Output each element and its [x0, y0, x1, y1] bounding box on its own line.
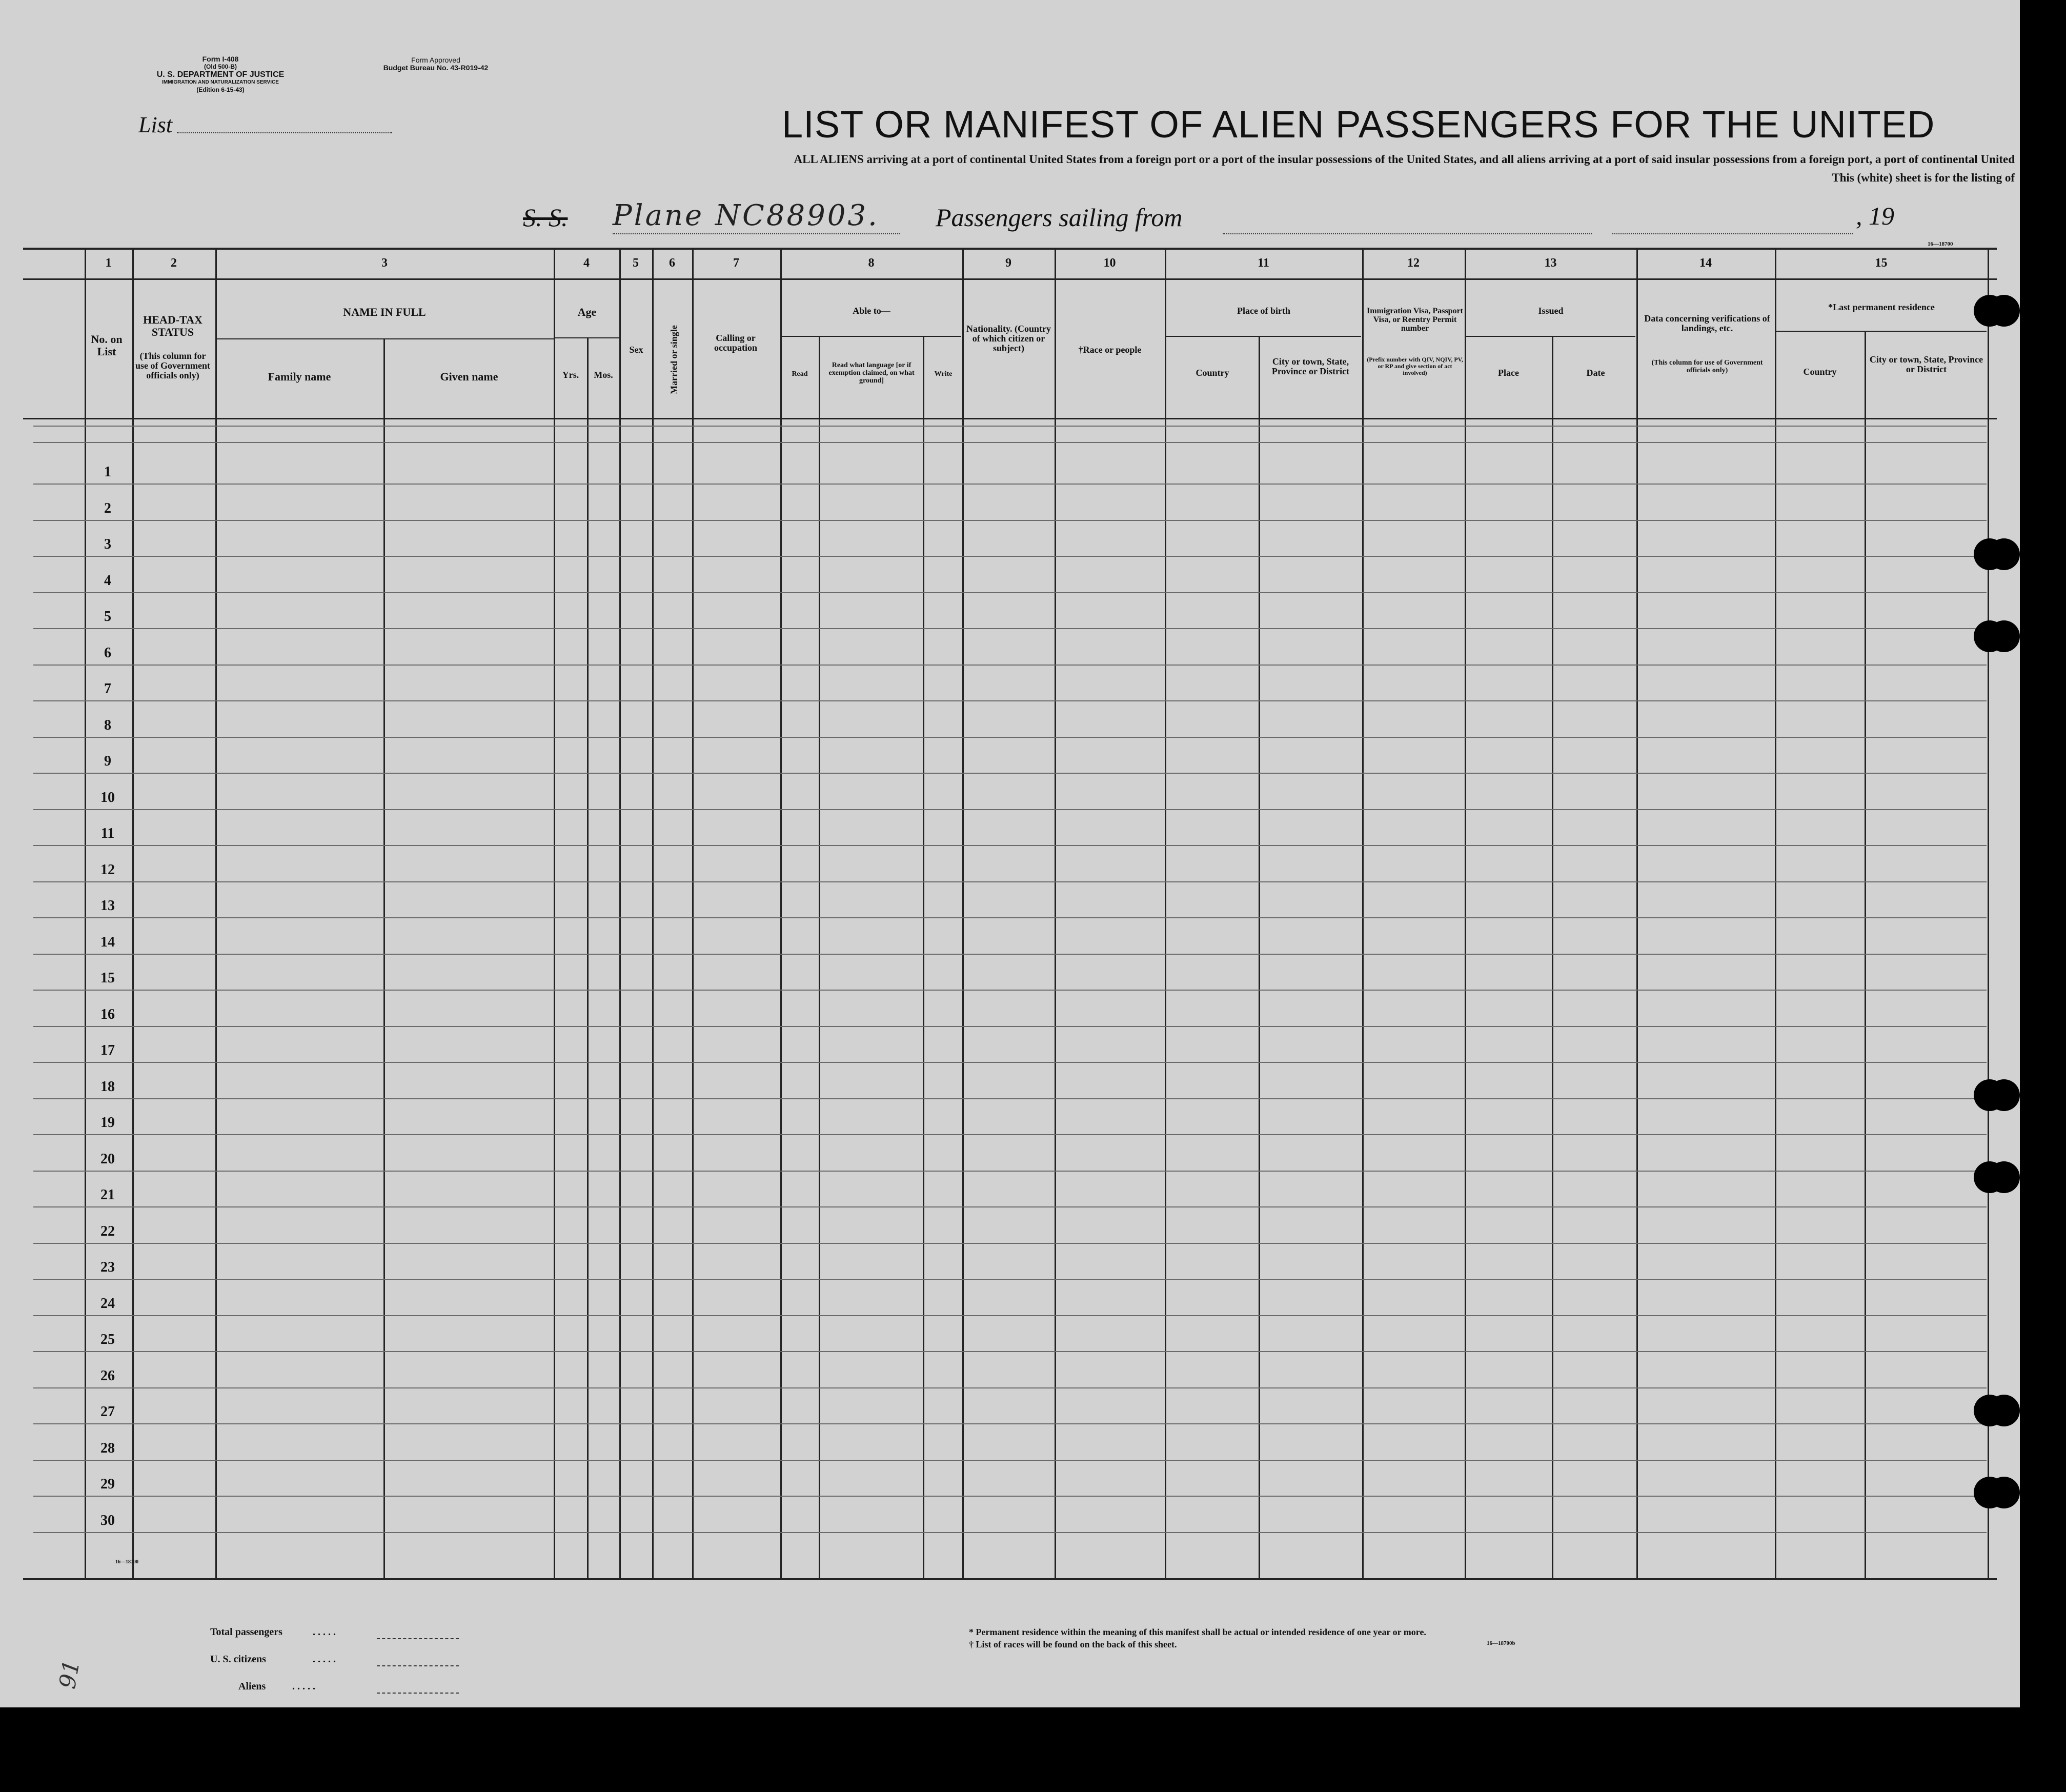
punch-hole	[1974, 1395, 2020, 1431]
column-divider	[554, 248, 555, 1578]
column-divider	[587, 338, 589, 1578]
row-number: 22	[100, 1223, 115, 1239]
header-res-city: City or town, State, Province or District	[1869, 354, 1983, 374]
column-number: 15	[1875, 256, 1888, 270]
header-race: †Race or people	[1078, 345, 1142, 355]
row-number: 8	[104, 717, 111, 733]
row-number: 6	[104, 645, 111, 661]
header-verifications: Data concerning verifications of landings, etc.	[1644, 313, 1770, 333]
column-divider	[1636, 248, 1638, 1578]
punch-hole	[1974, 1079, 2020, 1115]
column-divider	[1552, 336, 1553, 1578]
row-rule	[33, 1460, 1987, 1461]
row-rule	[33, 426, 1987, 427]
header-issued-place: Place	[1498, 368, 1519, 378]
row-rule	[33, 628, 1987, 629]
column-divider	[692, 248, 694, 1578]
column-divider	[85, 248, 86, 1578]
column-number: 10	[1103, 256, 1116, 270]
row-number: 14	[100, 934, 115, 950]
sailing-date-field[interactable]	[1612, 233, 1853, 234]
header-able-to: Able to—	[853, 306, 890, 316]
ship-prefix: S. S.	[523, 203, 568, 232]
row-rule	[33, 954, 1987, 955]
row-number: 18	[100, 1078, 115, 1095]
row-number: 10	[100, 789, 115, 806]
punch-hole	[1974, 295, 2020, 331]
column-divider	[652, 248, 654, 1578]
row-number: 4	[104, 572, 111, 589]
column-divider	[1165, 248, 1166, 1578]
row-number: 1	[104, 464, 111, 480]
header-read: Read	[792, 370, 808, 378]
row-number: 25	[100, 1332, 115, 1347]
old-number: (Old 500-B)	[204, 63, 237, 70]
row-rule	[33, 484, 1987, 485]
row-number: 15	[100, 970, 115, 986]
table-bottom-border	[23, 1578, 1997, 1580]
able-subheader-line	[782, 336, 961, 337]
column-divider	[383, 338, 385, 1578]
punch-hole	[1974, 1477, 2020, 1513]
column-divider	[132, 248, 134, 1578]
column-number: 2	[171, 256, 177, 270]
column-number: 1	[105, 256, 112, 270]
header-mos: Mos.	[594, 370, 613, 380]
header-bottom-border	[23, 418, 1997, 419]
row-rule	[33, 845, 1987, 846]
column-divider	[1465, 248, 1466, 1578]
header-given-name: Given name	[440, 370, 498, 383]
row-number: 2	[104, 500, 111, 516]
header-no-on-list: No. on List	[91, 333, 123, 358]
row-rule	[33, 990, 1987, 991]
printer-mark-bottom: 16—18700	[115, 1559, 138, 1565]
total-passengers-dots: . . . . .	[313, 1626, 336, 1638]
row-number: 5	[104, 609, 111, 625]
page-title: LIST OR MANIFEST OF ALIEN PASSENGERS FOR THE UNITED	[782, 103, 1935, 146]
column-divider	[619, 248, 621, 1578]
column-divider	[1775, 248, 1776, 1578]
us-citizens-label: U. S. citizens	[210, 1654, 266, 1665]
row-rule	[33, 881, 1987, 882]
column-divider	[780, 248, 782, 1578]
column-divider	[962, 248, 964, 1578]
row-rule	[33, 1351, 1987, 1352]
column-number: 8	[868, 256, 875, 270]
row-rule	[33, 1026, 1987, 1027]
row-rule	[33, 1206, 1987, 1207]
header-family-name: Family name	[268, 370, 331, 383]
row-rule	[33, 1279, 1987, 1280]
header-name-in-full: NAME IN FULL	[343, 306, 426, 318]
aliens-label: Aliens	[238, 1681, 266, 1692]
service: IMMIGRATION AND NATURALIZATION SERVICE	[162, 79, 279, 85]
row-rule	[33, 520, 1987, 521]
header-place-of-birth: Place of birth	[1237, 306, 1290, 316]
issued-subheader-line	[1466, 336, 1635, 337]
column-number: 6	[669, 256, 675, 270]
column-divider	[1362, 248, 1364, 1578]
header-birth-city: City or town, State, Province or District	[1271, 356, 1350, 376]
row-rule	[33, 1243, 1987, 1244]
column-divider	[1055, 248, 1056, 1578]
row-number: 27	[100, 1404, 115, 1420]
column-number: 3	[381, 256, 388, 270]
row-number: 9	[104, 753, 111, 769]
header-sex: Sex	[629, 345, 643, 355]
year-prefix: , 19	[1856, 202, 1894, 230]
column-divider	[1259, 336, 1260, 1578]
header-nationality: Nationality. (Country of which citizen or subject)	[966, 324, 1051, 353]
row-number: 26	[100, 1367, 115, 1384]
list-number-field[interactable]	[177, 132, 392, 133]
row-number: 19	[100, 1115, 115, 1131]
header-calling: Calling or occupation	[714, 333, 757, 353]
row-rule	[33, 917, 1987, 918]
footnote-printer: 16—18700b	[1487, 1640, 1515, 1646]
header-verifications-note: (This column for use of Government officials only)	[1651, 359, 1763, 374]
column-divider	[215, 248, 217, 1578]
row-number: 17	[100, 1042, 115, 1058]
sailing-label: Passengers sailing from	[936, 203, 1183, 232]
row-number: 7	[104, 681, 111, 697]
header-yrs: Yrs.	[562, 370, 579, 380]
edition: (Edition 6-15-43)	[196, 86, 245, 93]
footnote-residence: * Permanent residence within the meaning of this manifest shall be actual or intended residence of one year or more.	[969, 1627, 1426, 1637]
row-number: 24	[100, 1295, 115, 1312]
residence-subheader-line	[1776, 331, 1987, 332]
table-top-border	[23, 248, 1997, 250]
row-rule	[33, 700, 1987, 701]
column-number: 7	[733, 256, 739, 270]
department: U. S. DEPARTMENT OF JUSTICE	[156, 70, 285, 79]
row-number: 11	[100, 825, 115, 841]
column-number: 12	[1407, 256, 1420, 270]
row-rule	[33, 773, 1987, 774]
sailing-from-field[interactable]	[1223, 233, 1592, 234]
row-rule	[33, 1423, 1987, 1424]
us-citizens-field[interactable]	[377, 1665, 459, 1666]
form-info	[144, 55, 297, 94]
punch-hole	[1974, 538, 2020, 574]
header-issued: Issued	[1538, 306, 1564, 316]
header-head-tax-note: (This column for use of Government officials only)	[135, 351, 210, 380]
header-read-language: Read what language [or if exemption claimed, on what ground]	[828, 361, 915, 385]
printer-mark-top: 16—18700	[1928, 241, 1953, 247]
row-rule	[33, 442, 1987, 443]
torn-edge	[2020, 0, 2066, 1707]
row-rule	[33, 592, 1987, 593]
total-passengers-label: Total passengers	[210, 1626, 282, 1638]
header-issued-date: Date	[1586, 368, 1605, 378]
list-label: List	[138, 112, 173, 137]
column-divider	[1865, 331, 1866, 1578]
row-rule	[33, 1387, 1987, 1388]
column-divider	[819, 336, 820, 1578]
row-rule	[33, 665, 1987, 666]
approval-info	[359, 56, 513, 72]
row-rule	[33, 1315, 1987, 1316]
row-rule	[33, 1171, 1987, 1172]
column-number: 14	[1699, 256, 1712, 270]
row-rule	[33, 1062, 1987, 1063]
row-number: 12	[100, 861, 115, 878]
row-rule	[33, 556, 1987, 557]
header-birth-country: Country	[1196, 368, 1229, 378]
row-rule	[33, 1098, 1987, 1099]
header-age: Age	[577, 306, 597, 318]
aliens-field[interactable]	[377, 1693, 459, 1694]
form-number: Form I-408	[202, 55, 239, 63]
footnote-races: † List of races will be found on the back of this sheet.	[969, 1639, 1177, 1649]
column-number: 9	[1005, 256, 1011, 270]
row-rule	[33, 1496, 1987, 1497]
header-last-residence: *Last permanent residence	[1828, 302, 1935, 312]
header-visa: Immigration Visa, Passport Visa, or Reentry Permit number	[1367, 307, 1463, 333]
us-citizens-dots: . . . . .	[313, 1654, 336, 1665]
aliens-dots: . . . . .	[292, 1681, 315, 1692]
punch-hole	[1974, 620, 2020, 656]
subtitle-line2: This (white) sheet is for the listing of	[1832, 171, 2015, 184]
row-rule	[33, 809, 1987, 810]
margin-mark: 91	[54, 1658, 85, 1691]
header-visa-note: (Prefix number with QIV, NQIV, PV, or RP and give section of act involved)	[1367, 356, 1463, 376]
row-rule	[33, 1134, 1987, 1135]
column-number-divider	[23, 278, 1997, 280]
budget: Budget Bureau No. 43-R019-42	[383, 64, 489, 72]
header-head-tax: HEAD-TAX STATUS	[143, 313, 202, 338]
row-number: 20	[100, 1151, 115, 1167]
row-number: 28	[100, 1440, 115, 1456]
column-number: 5	[633, 256, 639, 270]
punch-hole	[1974, 1161, 2020, 1197]
birth-subheader-line	[1166, 336, 1361, 337]
header-res-country: Country	[1803, 367, 1837, 377]
header-write: Write	[934, 370, 953, 378]
total-passengers-field[interactable]	[377, 1638, 459, 1639]
subtitle-line1: ALL ALIENS arriving at a port of continental United States from a foreign port or a port of the insular possessions of the United States, and all aliens arriving at a port of said insular possessions from a foreign port, a port of continental United	[794, 153, 2015, 166]
row-number: 30	[100, 1512, 115, 1528]
header-married: Married or single	[669, 325, 679, 394]
row-number: 23	[100, 1259, 115, 1275]
column-number: 11	[1258, 256, 1269, 270]
row-number: 3	[104, 536, 111, 552]
column-number: 4	[583, 256, 590, 270]
column-divider	[923, 336, 924, 1578]
ship-name-field[interactable]	[613, 233, 900, 234]
age-subheader-line	[554, 337, 619, 338]
row-number: 13	[100, 898, 115, 914]
row-rule	[33, 1532, 1987, 1533]
column-number: 13	[1544, 256, 1557, 270]
row-rule	[33, 737, 1987, 738]
ship-name-handwritten: Plane NC88903.	[613, 199, 879, 232]
approval: Form Approved	[411, 56, 460, 64]
row-number: 16	[100, 1006, 115, 1022]
column-divider	[1988, 248, 1989, 1578]
row-number: 21	[100, 1187, 115, 1203]
row-number: 29	[100, 1476, 115, 1492]
